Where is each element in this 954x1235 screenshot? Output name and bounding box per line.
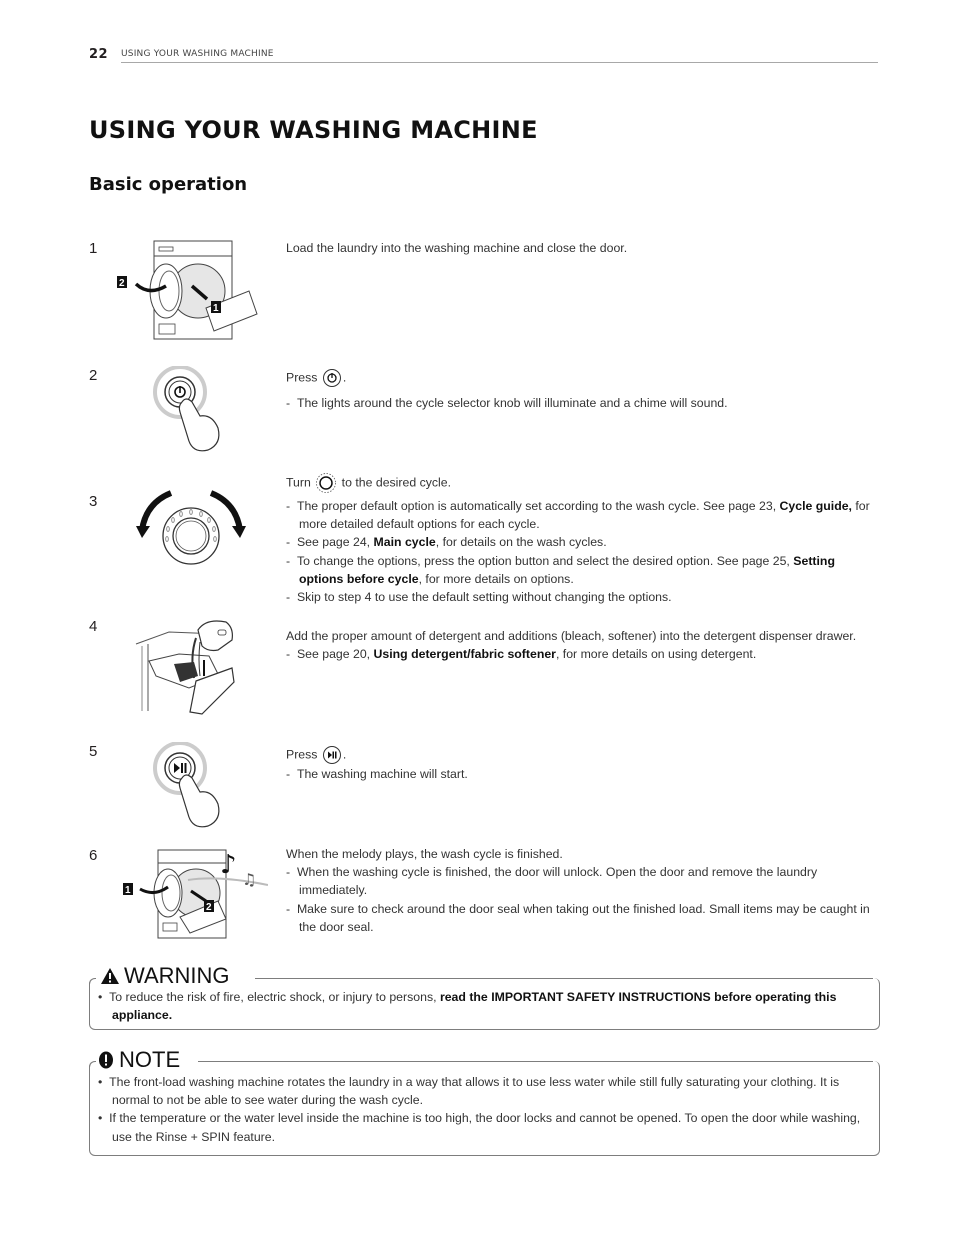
- cycle-knob-icon: [315, 472, 337, 494]
- note-exclamation-icon: [98, 1051, 114, 1069]
- step-number-1: 1: [89, 240, 98, 257]
- step-6-text: When the melody plays, the wash cycle is finished. - When the washing cycle is finished, the door will unlock. Open the door and remove the laundry immediately. - Make sure to check around the door seal when taking out the finished load. Small items may be caught in the door seal.: [286, 847, 870, 934]
- step-4-text: Add the proper amount of detergent and additions (bleach, softener) into the detergent dispenser drawer. - See page 20, Using detergent/fabric softener, for more details on using detergent.: [286, 629, 857, 662]
- step-number-5: 5: [89, 743, 98, 760]
- music-notes-icon: ♫: [242, 870, 257, 889]
- page-number: 22: [89, 47, 109, 62]
- note-label: NOTE: [119, 1047, 181, 1072]
- warning-heading: [100, 963, 232, 989]
- step-number-4: 4: [89, 618, 98, 635]
- turn-cycle-knob-illustration: [136, 488, 246, 568]
- svg-text:2: 2: [119, 278, 125, 289]
- press-power-button-illustration: [152, 366, 232, 456]
- page-title: USING YOUR WASHING MACHINE: [89, 116, 538, 144]
- running-header: [89, 47, 878, 63]
- warning-triangle-icon: [100, 967, 120, 985]
- load-laundry-illustration: [114, 236, 264, 346]
- header-rule: [121, 62, 878, 63]
- step-5-text: Press . - The washing machine will start.: [286, 745, 880, 783]
- section-title: Basic operation: [89, 174, 248, 195]
- note-heading: [98, 1047, 182, 1073]
- running-title: USING YOUR WASHING MACHINE: [121, 49, 274, 59]
- note-body: • The front-load washing machine rotates the laundry in a way that allows it to use less water while still fully saturating your clothing. It is normal to not be able to see water during the wash cycle. • If the temperature or the water level inside the machine is too high, the door locks and cannot be opened. To open the door while washing, use the Rinse + SPIN feature.: [98, 1075, 861, 1144]
- power-icon: [322, 368, 342, 388]
- note-box: [89, 1047, 880, 1156]
- svg-text:2: 2: [206, 902, 212, 913]
- warning-box: [89, 963, 880, 1030]
- svg-text:1: 1: [125, 885, 131, 896]
- start-pause-icon: [322, 745, 342, 765]
- step-3-text: Turn to the desired cycle. - The proper default option is automatically set according to the wash cycle. See page 23, Cycle guide, for more detailed default options for each cycle. - See page 24, Main cycle, for details on the wash cycles. - To change the options, press the option button and select the desired option. See page 25, Setting options before cycle, for more details on options. - Skip to step 4 to use the default setting without changing the options.: [286, 472, 880, 606]
- step-2-text: Press . - The lights around the cycle selector knob will illuminate and a chime will sound.: [286, 368, 880, 412]
- svg-text:1: 1: [213, 303, 219, 314]
- warning-body: • To reduce the risk of fire, electric shock, or injury to persons, read the IMPORTANT SAFETY INSTRUCTIONS before operating this appliance.: [98, 990, 837, 1023]
- unload-laundry-illustration: [118, 845, 268, 945]
- warning-label: WARNING: [124, 963, 230, 988]
- step-number-2: 2: [89, 367, 98, 384]
- music-note-icon: ♪: [220, 850, 237, 880]
- step-number-3: 3: [89, 493, 98, 510]
- add-detergent-illustration: [134, 616, 244, 716]
- press-start-pause-button-illustration: [152, 742, 232, 832]
- step-1-text: Load the laundry into the washing machine and close the door.: [286, 241, 628, 255]
- step-number-6: 6: [89, 847, 98, 864]
